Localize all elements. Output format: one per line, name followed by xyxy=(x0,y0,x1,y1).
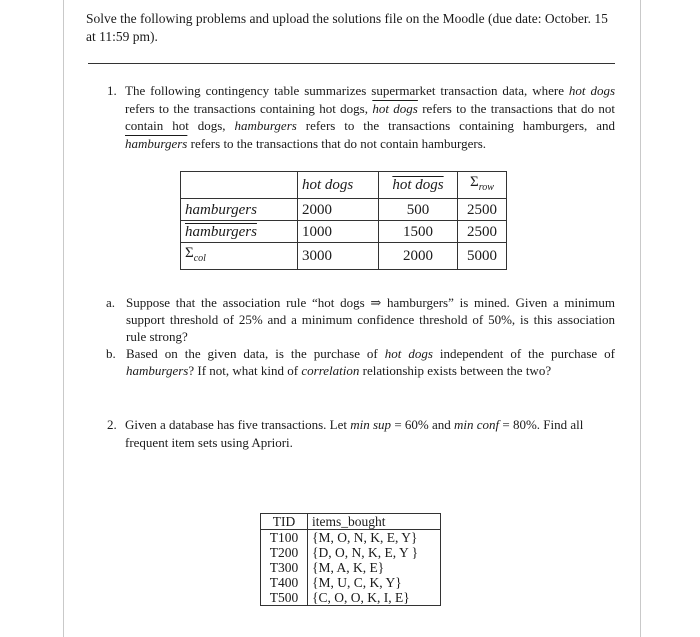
question-1b-text xyxy=(126,345,615,379)
q1-term-not-hamburgers: hamburgers xyxy=(125,135,188,151)
question-1-number: 1. xyxy=(107,83,117,98)
q1b-term-hotdogs: hot dogs xyxy=(384,346,433,361)
q1-text-part: refers to the transactions that do not contain hot dogs, xyxy=(125,100,616,133)
table-row xyxy=(261,545,441,560)
contingency-row-sigma-col xyxy=(181,243,507,270)
tid-cell: T100 xyxy=(261,530,308,546)
row-label-not-hamburgers: hamburgers xyxy=(181,221,298,243)
question-2-text xyxy=(125,416,615,451)
contingency-row-hamburgers xyxy=(181,199,507,221)
section-divider xyxy=(88,63,615,64)
sigma-subscript: col xyxy=(193,253,206,264)
transactions-header-row xyxy=(261,514,441,530)
q2-text-part: = 80%. Find all frequent item sets using Apriori. xyxy=(125,417,584,450)
question-1b-label: b. xyxy=(106,346,116,361)
items-cell: {D, O, N, K, E, Y } xyxy=(308,545,441,560)
table-row xyxy=(261,590,441,606)
contingency-row-not-hamburgers xyxy=(181,221,507,243)
q1-text-part: refers to the transactions containing hot dogs, xyxy=(125,100,373,116)
q1b-text-part: independent of the purchase of xyxy=(432,346,615,361)
items-cell: {M, A, K, E} xyxy=(308,560,441,575)
cell-value: 500 xyxy=(379,199,458,221)
header-tid: TID xyxy=(261,514,308,530)
q1-term-hamburgers: hamburgers xyxy=(234,118,297,133)
q1b-term-hamburgers: hamburgers xyxy=(126,363,189,378)
instructions-text: Solve the following problems and upload the solutions file on the Moodle (due date: October. 15 at 11:59 pm). xyxy=(86,11,608,44)
items-cell: {M, O, N, K, E, Y} xyxy=(308,530,441,546)
question-1-text xyxy=(125,82,615,152)
cell-value: 5000 xyxy=(458,243,507,270)
page-left-border xyxy=(63,0,64,637)
sigma-subscript: row xyxy=(478,182,494,193)
items-cell: {M, U, C, K, Y} xyxy=(308,575,441,590)
row-label-sigma-col xyxy=(181,243,298,270)
header-hotdogs: hot dogs xyxy=(298,172,379,199)
tid-cell: T200 xyxy=(261,545,308,560)
question-1a-label: a. xyxy=(106,295,116,310)
items-cell: {C, O, O, K, I, E} xyxy=(308,590,441,606)
sigma-symbol: Σ xyxy=(470,174,479,190)
q1-term-hotdogs: hot dogs xyxy=(568,83,615,98)
q1-term-not-hotdogs: hot dogs xyxy=(372,100,418,116)
cell-value: 3000 xyxy=(298,243,379,270)
row-label-hamburgers: hamburgers xyxy=(181,199,298,221)
contingency-table xyxy=(180,171,507,270)
tid-cell: T300 xyxy=(261,560,308,575)
header-items-bought: items_bought xyxy=(308,514,441,530)
contingency-header-row xyxy=(181,172,507,199)
q1-text-part: refers to the transactions containing hamburgers, and xyxy=(296,118,616,133)
cell-value: 2500 xyxy=(458,199,507,221)
header-empty-cell xyxy=(181,172,298,199)
q1b-text-part: ? If not, what kind of xyxy=(188,363,302,378)
sigma-symbol: Σ xyxy=(185,245,194,261)
q2-text-part: = 60% and xyxy=(391,417,454,432)
q1-text-part: refers to the transactions that do not contain hamburgers. xyxy=(187,135,487,151)
q1-text-part: The following contingency table summarizes supermarket transaction data, where xyxy=(125,83,564,98)
cell-value: 2000 xyxy=(298,199,379,221)
page-right-border xyxy=(640,0,641,637)
tid-cell: T500 xyxy=(261,590,308,606)
q1b-term-correlation: correlation xyxy=(301,363,360,378)
q2-term-min-sup: min sup xyxy=(350,417,392,432)
cell-value: 2000 xyxy=(379,243,458,270)
q1b-text-part: Based on the given data, is the purchase of xyxy=(126,346,385,361)
header-sigma-row xyxy=(458,172,507,199)
transactions-table xyxy=(260,513,441,606)
tid-cell: T400 xyxy=(261,575,308,590)
cell-value: 2500 xyxy=(458,221,507,243)
cell-value: 1000 xyxy=(298,221,379,243)
q2-text-part: Given a database has five transactions. Let xyxy=(125,417,351,432)
q2-term-min-conf: min conf xyxy=(454,417,500,432)
table-row xyxy=(261,560,441,575)
q1b-text-part: relationship exists between the two? xyxy=(359,363,552,378)
cell-value: 1500 xyxy=(379,221,458,243)
header-not-hotdogs: hot dogs xyxy=(379,172,458,199)
question-1a-text: Suppose that the association rule “hot dogs ⇒ hamburgers” is mined. Given a minimum support threshold of 25% and a minimum confidence threshold of 50%, is this association rule strong? xyxy=(126,295,615,344)
table-row xyxy=(261,530,441,546)
question-2-number: 2. xyxy=(107,417,117,432)
table-row xyxy=(261,575,441,590)
